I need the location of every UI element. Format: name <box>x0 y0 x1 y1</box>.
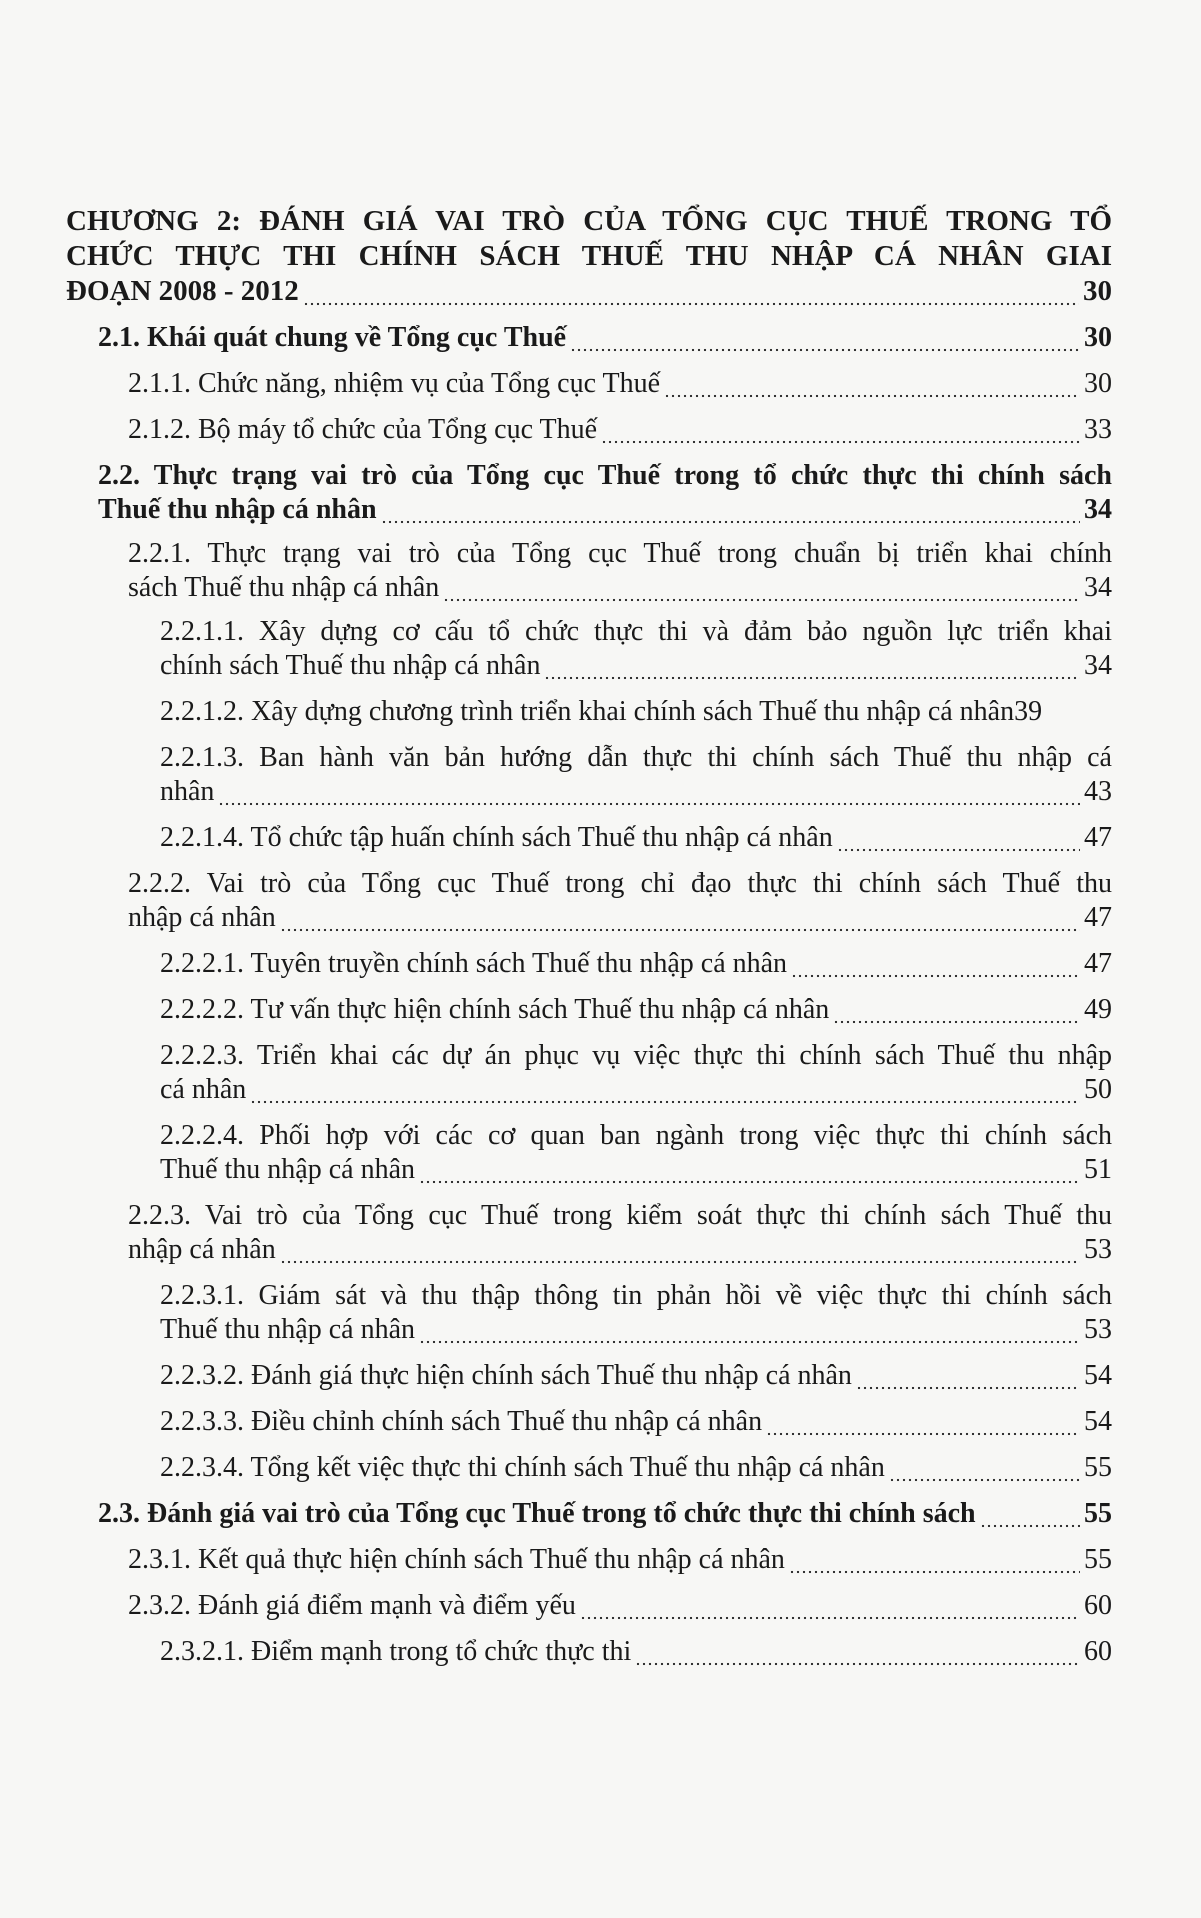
dot-leader <box>833 1017 1080 1027</box>
toc-entry[interactable] <box>160 947 1112 981</box>
dot-leader <box>856 1383 1080 1393</box>
toc-page-number: 34 <box>1084 650 1112 681</box>
toc-entry[interactable] <box>160 741 1112 809</box>
toc-entry-text: Thuế thu nhập cá nhân <box>160 1314 416 1345</box>
toc-entry-text: 2.2.3.2. Đánh giá thực hiện chính sách Thuế thu nhập cá nhân <box>160 1360 852 1391</box>
toc-entry-text: 2.1. Khái quát chung về Tổng cục Thuế <box>98 322 567 353</box>
toc-page-number: 47 <box>1084 822 1112 853</box>
dot-leader <box>980 1521 1080 1531</box>
toc-entry-text: 2.2.3.4. Tổng kết việc thực thi chính sách Thuế thu nhập cá nhân <box>160 1452 885 1483</box>
toc-page-number: 55 <box>1084 1498 1112 1529</box>
toc-entry-text: Thuế thu nhập cá nhân <box>160 1154 416 1185</box>
dot-leader <box>664 391 1080 401</box>
toc-entry[interactable] <box>160 1405 1112 1439</box>
toc-entry-text: 2.2.1.3. Ban hành văn bản hướng dẫn thực thi chính sách Thuế thu nhập cá <box>160 742 1112 773</box>
toc-entry[interactable] <box>128 413 1112 447</box>
toc-entry-text: nhập cá nhân <box>128 902 276 933</box>
toc-entry[interactable] <box>160 1039 1112 1107</box>
dot-leader <box>419 1177 1080 1187</box>
toc-entry-text: chính sách Thuế thu nhập cá nhân <box>160 650 541 681</box>
dot-leader <box>601 437 1080 447</box>
toc-page-number: 30 <box>1083 275 1112 307</box>
toc-entry-text: 2.2.1.4. Tổ chức tập huấn chính sách Thuế thu nhập cá nhân <box>160 822 833 853</box>
dot-leader <box>837 845 1080 855</box>
dot-leader <box>218 799 1080 809</box>
toc-page-number: 53 <box>1084 1314 1112 1345</box>
toc-page-number: 51 <box>1084 1154 1112 1185</box>
toc-entry-text: 2.2.3. Vai trò của Tổng cục Thuế trong kiểm soát thực thi chính sách Thuế thu <box>128 1200 1112 1231</box>
toc-entry[interactable] <box>128 1543 1112 1577</box>
toc-entry-text: 2.2.3.3. Điều chỉnh chính sách Thuế thu nhập cá nhân <box>160 1406 763 1437</box>
toc-entry[interactable] <box>160 615 1112 683</box>
toc-entry-text: nhập cá nhân <box>128 1234 276 1265</box>
toc-entry[interactable] <box>98 321 1112 355</box>
toc-page-number: 43 <box>1084 776 1112 807</box>
toc-page-number: 54 <box>1084 1360 1112 1391</box>
dot-leader <box>443 595 1080 605</box>
toc-entry-text: 2.2.2.4. Phối hợp với các cơ quan ban ngành trong việc thực thi chính sách <box>160 1120 1112 1151</box>
dot-leader <box>381 517 1080 527</box>
toc-entry-text: 2.2. Thực trạng vai trò của Tổng cục Thuế trong tổ chức thực thi chính sách <box>98 460 1112 491</box>
toc-entry[interactable] <box>128 1199 1112 1267</box>
toc-entry[interactable] <box>66 204 1112 309</box>
toc-entry-text: 2.2.1.1. Xây dựng cơ cấu tổ chức thực thi và đảm bảo nguồn lực triển khai <box>160 616 1112 647</box>
toc-entry[interactable] <box>160 1119 1112 1187</box>
toc-entry-text: 2.1.1. Chức năng, nhiệm vụ của Tổng cục Thuế <box>128 368 661 399</box>
toc-entry-text: CHƯƠNG 2: ĐÁNH GIÁ VAI TRÒ CỦA TỔNG CỤC THUẾ TRONG TỔ <box>66 205 1112 237</box>
toc-page-number: 54 <box>1084 1406 1112 1437</box>
toc-page-number: 55 <box>1084 1544 1112 1575</box>
toc-page-number: 30 <box>1084 368 1112 399</box>
toc-entry[interactable] <box>128 367 1112 401</box>
toc-entry[interactable] <box>160 695 1112 729</box>
dot-leader <box>280 1257 1080 1267</box>
toc-entry[interactable] <box>128 537 1112 605</box>
toc-entry-text: 2.3.2.1. Điểm mạnh trong tổ chức thực thi <box>160 1636 632 1667</box>
dot-leader <box>889 1475 1080 1485</box>
toc-page-number: 53 <box>1084 1234 1112 1265</box>
toc-entry-text: 2.3.1. Kết quả thực hiện chính sách Thuế thu nhập cá nhân <box>128 1544 785 1575</box>
toc-entry-text: Thuế thu nhập cá nhân <box>98 494 377 525</box>
toc-page-number: 47 <box>1084 948 1112 979</box>
toc-entry-text: ĐOẠN 2008 - 2012 <box>66 275 299 307</box>
dot-leader <box>280 925 1080 935</box>
toc-entry[interactable] <box>128 867 1112 935</box>
toc-entry-text: 2.1.2. Bộ máy tổ chức của Tổng cục Thuế <box>128 414 598 445</box>
dot-leader <box>789 1567 1080 1577</box>
toc-entry-text: 2.3.2. Đánh giá điểm mạnh và điểm yếu <box>128 1590 576 1621</box>
toc-entry[interactable] <box>98 459 1112 527</box>
table-of-contents <box>66 192 1112 1669</box>
toc-entry-text: 2.2.2.1. Tuyên truyền chính sách Thuế thu nhập cá nhân <box>160 948 788 979</box>
dot-leader <box>635 1659 1080 1669</box>
toc-entry-text: 2.3. Đánh giá vai trò của Tổng cục Thuế trong tổ chức thực thi chính sách <box>98 1498 976 1529</box>
toc-entry[interactable] <box>160 1451 1112 1485</box>
toc-entry-text: 2.2.2. Vai trò của Tổng cục Thuế trong chỉ đạo thực thi chính sách Thuế thu <box>128 868 1112 899</box>
toc-entry-text: CHỨC THỰC THI CHÍNH SÁCH THUẾ THU NHẬP CÁ NHÂN GIAI <box>66 240 1112 272</box>
toc-page-number: 60 <box>1084 1636 1112 1667</box>
toc-entry-text: 2.2.2.2. Tư vấn thực hiện chính sách Thuế thu nhập cá nhân <box>160 994 830 1025</box>
toc-entry[interactable] <box>160 1635 1112 1669</box>
dot-leader <box>570 345 1080 355</box>
toc-entry[interactable] <box>128 1589 1112 1623</box>
toc-entry-text: nhân <box>160 776 215 807</box>
toc-entry-text: 2.2.1. Thực trạng vai trò của Tổng cục Thuế trong chuẩn bị triển khai chính <box>128 538 1112 569</box>
toc-page-number: 34 <box>1084 494 1112 525</box>
toc-page-number: 50 <box>1084 1074 1112 1105</box>
dot-leader <box>580 1613 1080 1623</box>
toc-page-number: 55 <box>1084 1452 1112 1483</box>
toc-entry-text: 2.2.3.1. Giám sát và thu thập thông tin phản hồi về việc thực thi chính sách <box>160 1280 1112 1311</box>
toc-entry[interactable] <box>98 1497 1112 1531</box>
dot-leader <box>419 1337 1080 1347</box>
toc-page-number: 30 <box>1084 322 1112 353</box>
dot-leader <box>303 299 1079 309</box>
toc-entry[interactable] <box>160 993 1112 1027</box>
toc-page-number: 34 <box>1084 572 1112 603</box>
toc-entry[interactable] <box>160 1279 1112 1347</box>
toc-entry-text: sách Thuế thu nhập cá nhân <box>128 572 440 603</box>
toc-entry-text: 2.2.1.2. Xây dựng chương trình triển khai chính sách Thuế thu nhập cá nhân39 <box>160 696 1043 727</box>
toc-page-number: 33 <box>1084 414 1112 445</box>
toc-entry[interactable] <box>160 1359 1112 1393</box>
dot-leader <box>250 1097 1080 1107</box>
dot-leader <box>791 971 1080 981</box>
toc-entry[interactable] <box>160 821 1112 855</box>
toc-entry-text: cá nhân <box>160 1074 247 1105</box>
toc-page-number: 49 <box>1084 994 1112 1025</box>
toc-page-number: 60 <box>1084 1590 1112 1621</box>
dot-leader <box>766 1429 1080 1439</box>
dot-leader <box>544 673 1080 683</box>
toc-page-number: 47 <box>1084 902 1112 933</box>
toc-entry-text: 2.2.2.3. Triển khai các dự án phục vụ việc thực thi chính sách Thuế thu nhập <box>160 1040 1112 1071</box>
